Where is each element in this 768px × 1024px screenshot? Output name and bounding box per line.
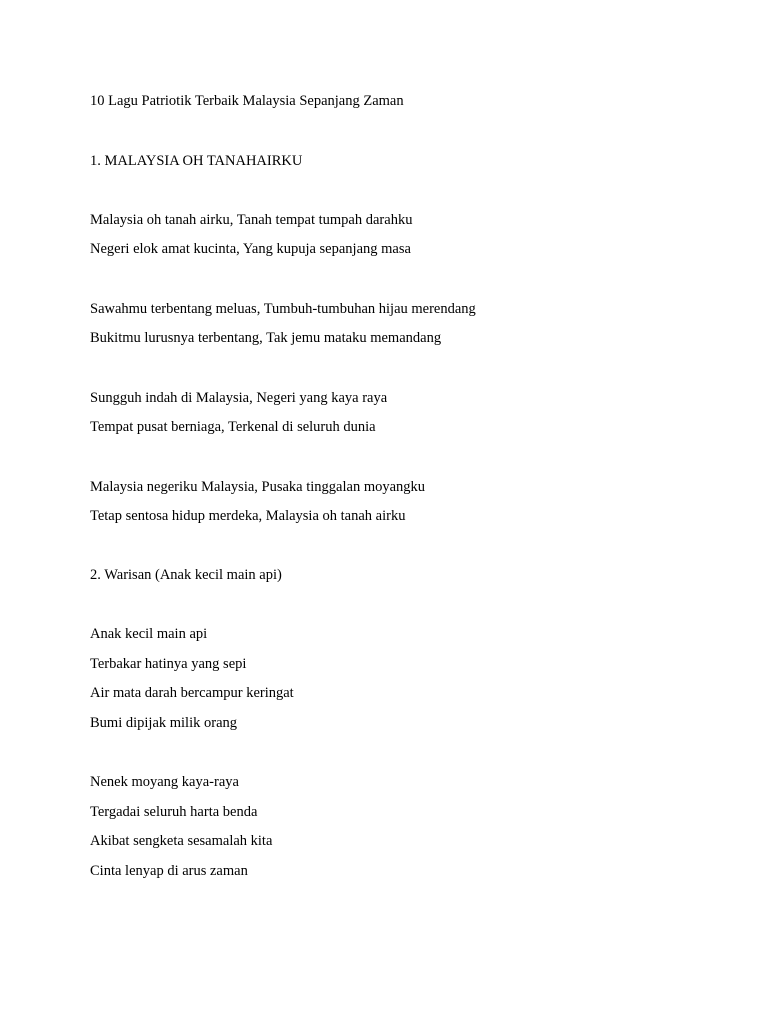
song-1-line-8: Tetap sentosa hidup merdeka, Malaysia oh tanah airku bbox=[90, 508, 406, 524]
song-2-heading: 2. Warisan (Anak kecil main api) bbox=[90, 567, 282, 583]
song-1-line-1: Malaysia oh tanah airku, Tanah tempat tumpah darahku bbox=[90, 212, 413, 228]
song-2-line-3: Air mata darah bercampur keringat bbox=[90, 685, 294, 701]
song-1-line-7: Malaysia negeriku Malaysia, Pusaka tinggalan moyangku bbox=[90, 479, 426, 495]
song-2-line-8: Cinta lenyap di arus zaman bbox=[90, 863, 248, 879]
song-1-line-2: Negeri elok amat kucinta, Yang kupuja sepanjang masa bbox=[90, 241, 411, 257]
song-1-line-3: Sawahmu terbentang meluas, Tumbuh-tumbuhan hijau merendang bbox=[90, 301, 476, 317]
song-1-line-5: Sungguh indah di Malaysia, Negeri yang kaya raya bbox=[90, 390, 388, 406]
song-2-line-4: Bumi dipijak milik orang bbox=[90, 715, 238, 731]
song-2-line-5: Nenek moyang kaya-raya bbox=[90, 774, 239, 790]
song-2-line-6: Tergadai seluruh harta benda bbox=[90, 804, 258, 820]
song-2-line-7: Akibat sengketa sesamalah kita bbox=[90, 833, 273, 849]
song-1-line-4: Bukitmu lurusnya terbentang, Tak jemu mataku memandang bbox=[90, 330, 442, 346]
song-2-line-1: Anak kecil main api bbox=[90, 626, 208, 642]
song-2-line-2: Terbakar hatinya yang sepi bbox=[90, 656, 247, 672]
song-1-line-6: Tempat pusat berniaga, Terkenal di seluruh dunia bbox=[90, 419, 376, 435]
document-title: 10 Lagu Patriotik Terbaik Malaysia Sepanjang Zaman bbox=[90, 93, 404, 109]
song-1-heading: 1. MALAYSIA OH TANAHAIRKU bbox=[90, 153, 303, 169]
